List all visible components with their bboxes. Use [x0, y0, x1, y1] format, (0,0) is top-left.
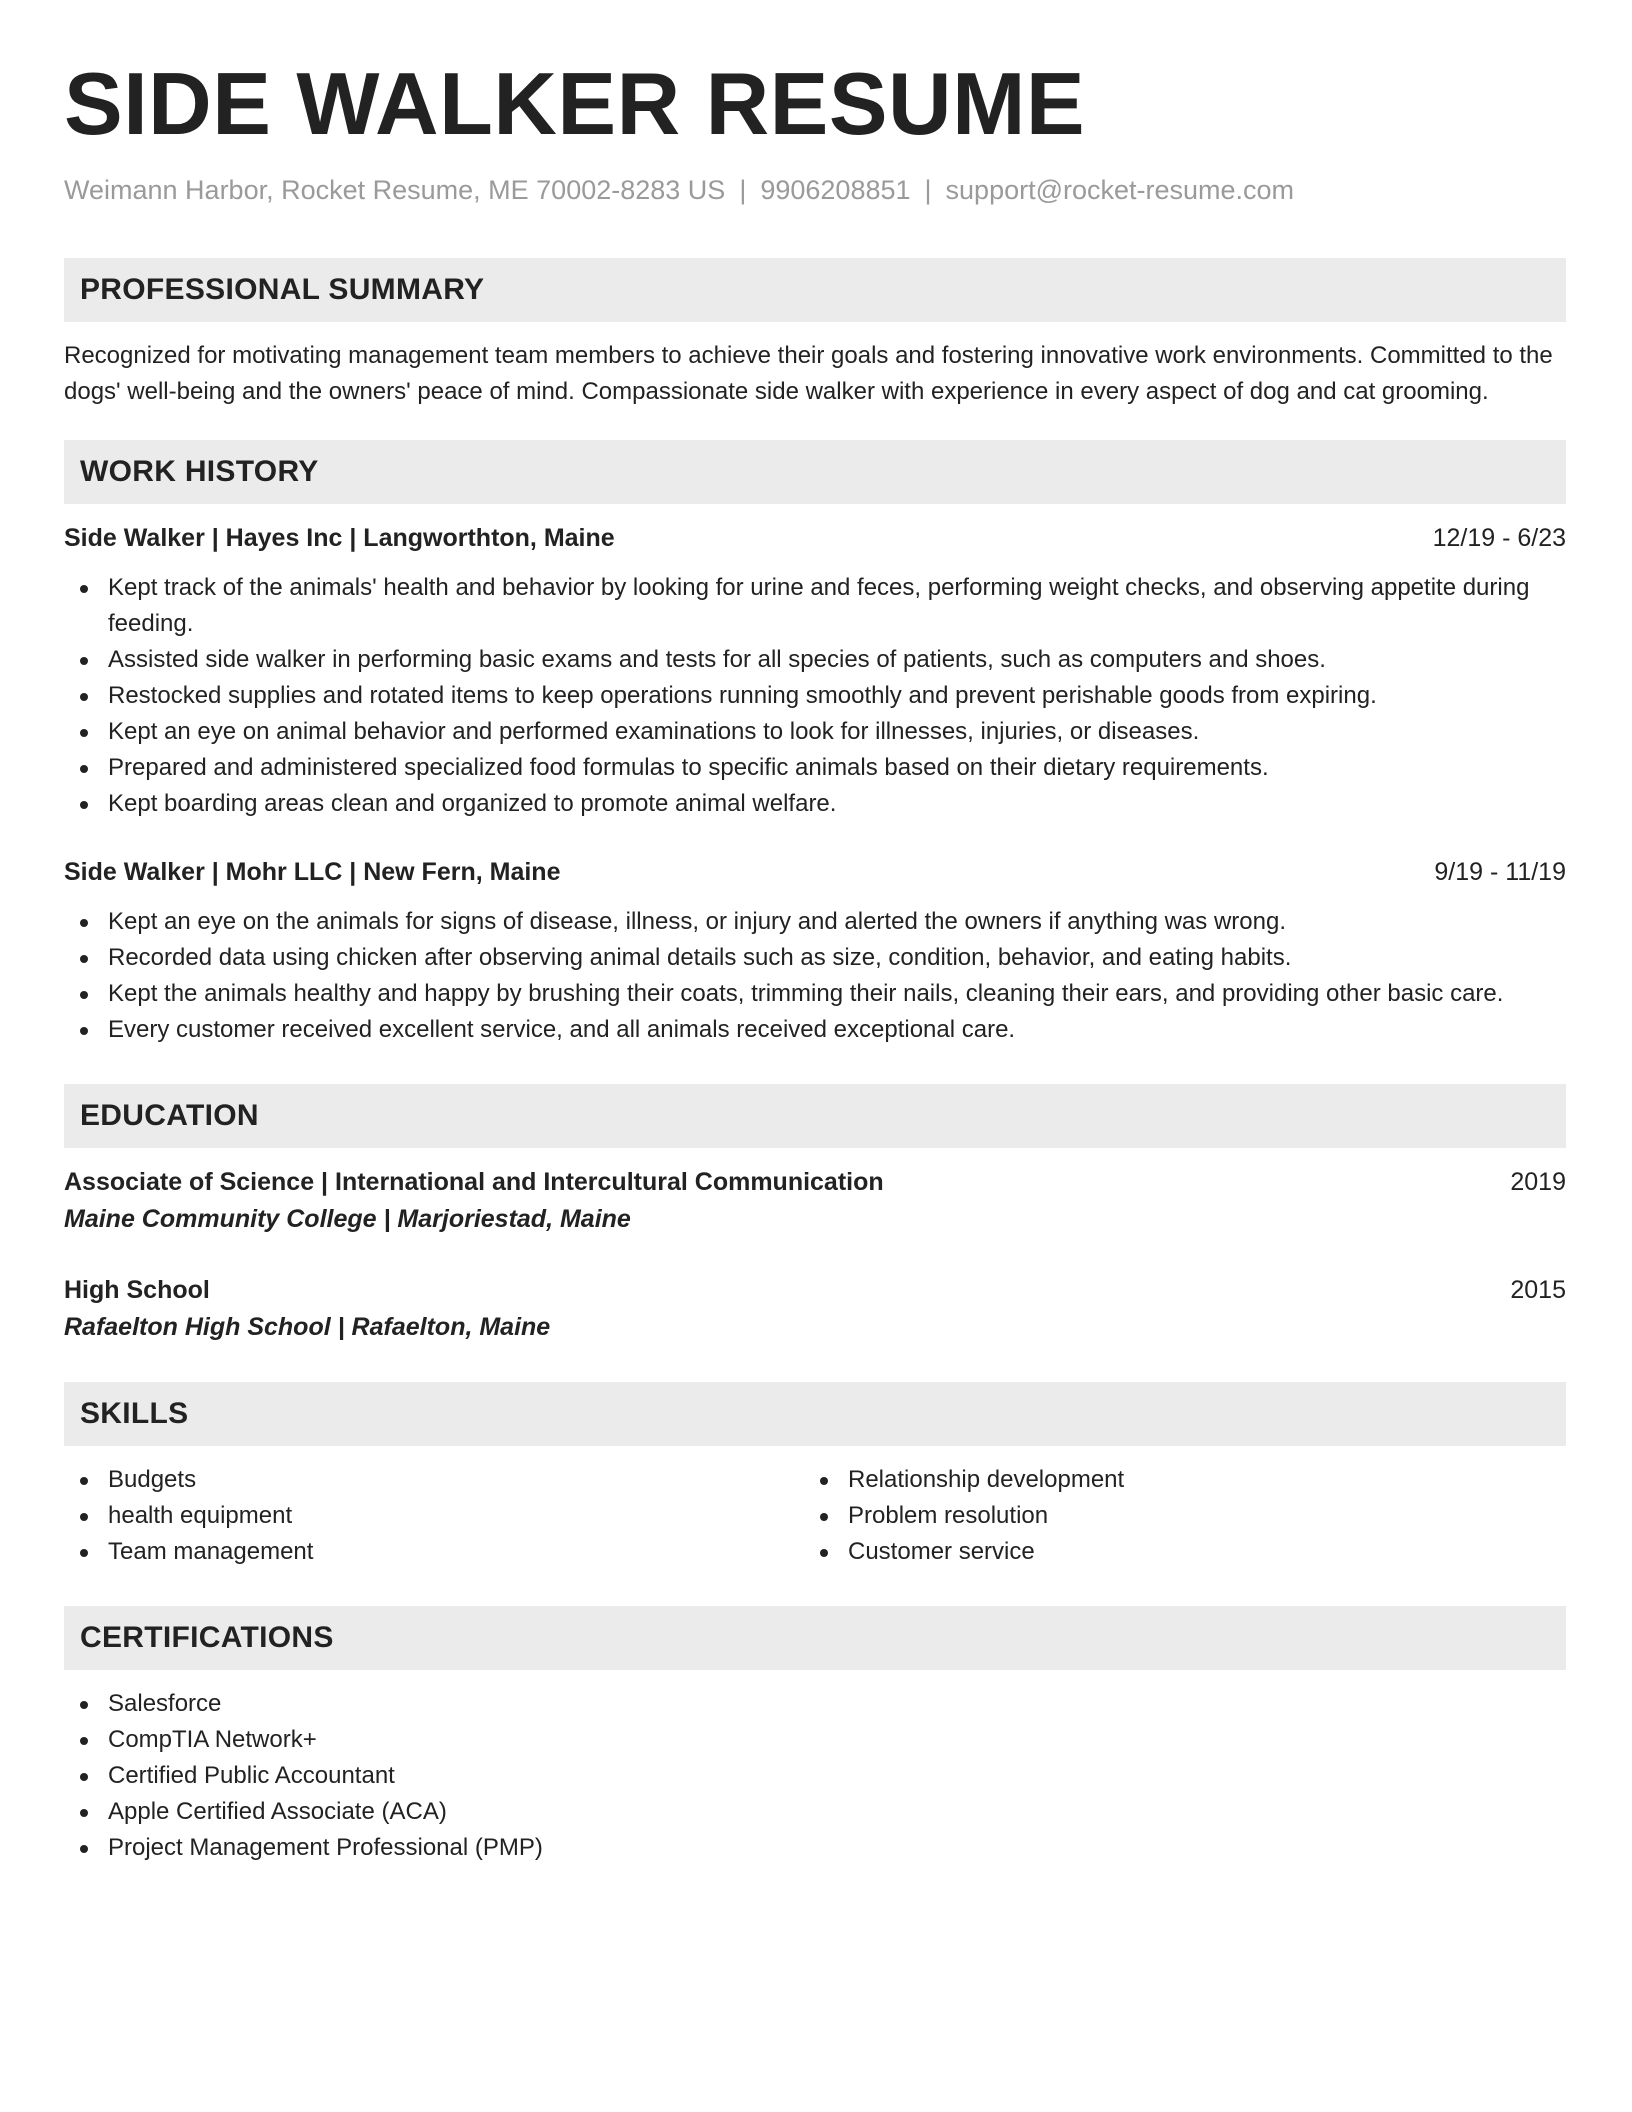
section-header-certifications: CERTIFICATIONS [64, 1606, 1566, 1670]
list-item: Team management [64, 1534, 804, 1570]
list-item: Kept an eye on animal behavior and performed examinations to look for illnesses, injuries, or diseases. [64, 714, 1566, 750]
section-header-education: EDUCATION [64, 1084, 1566, 1148]
job-entry [64, 854, 1566, 1048]
education-entry [64, 1164, 1566, 1238]
list-item: Kept track of the animals' health and behavior by looking for urine and feces, performing weight checks, and observing appetite during feeding. [64, 570, 1566, 642]
contact-address: Weimann Harbor, Rocket Resume, ME 70002-8283 US [64, 174, 726, 205]
education-year: 2015 [1510, 1275, 1566, 1304]
skills-list-left [64, 1462, 804, 1570]
education-school: Maine Community College | Marjoriestad, Maine [64, 1204, 631, 1233]
list-item: Prepared and administered specialized food formulas to specific animals based on their dietary requirements. [64, 750, 1566, 786]
resume-page [64, 56, 1566, 1866]
section-header-work-history: WORK HISTORY [64, 440, 1566, 504]
list-item: Certified Public Accountant [64, 1758, 1566, 1794]
contact-line [64, 173, 1566, 208]
job-dates: 12/19 - 6/23 [1432, 523, 1566, 552]
section-header-skills: SKILLS [64, 1382, 1566, 1446]
skills-list-right [804, 1462, 1544, 1570]
education-header [64, 1164, 1566, 1200]
list-item: health equipment [64, 1498, 804, 1534]
list-item: Recorded data using chicken after observing animal details such as size, condition, behavior, and eating habits. [64, 940, 1566, 976]
job-header [64, 854, 1566, 890]
skills-columns [64, 1462, 1566, 1570]
job-dates: 9/19 - 11/19 [1434, 857, 1566, 886]
education-degree: Associate of Science | International and Intercultural Communication [64, 1167, 884, 1196]
list-item: CompTIA Network+ [64, 1722, 1566, 1758]
list-item: Kept boarding areas clean and organized to promote animal welfare. [64, 786, 1566, 822]
contact-email: support@rocket-resume.com [945, 174, 1295, 205]
list-item: Restocked supplies and rotated items to keep operations running smoothly and prevent perishable goods from expiring. [64, 678, 1566, 714]
job-bullets [64, 904, 1566, 1048]
list-item: Budgets [64, 1462, 804, 1498]
list-item: Problem resolution [804, 1498, 1544, 1534]
job-title: Side Walker | Hayes Inc | Langworthton, Maine [64, 523, 615, 552]
education-school: Rafaelton High School | Rafaelton, Maine [64, 1312, 551, 1341]
education-year: 2019 [1510, 1167, 1566, 1196]
list-item: Every customer received excellent service, and all animals received exceptional care. [64, 1012, 1566, 1048]
education-entry [64, 1272, 1566, 1346]
education-degree: High School [64, 1275, 210, 1304]
list-item: Project Management Professional (PMP) [64, 1830, 1566, 1866]
job-entry [64, 520, 1566, 822]
list-item: Customer service [804, 1534, 1544, 1570]
resume-title: SIDE WALKER RESUME [64, 54, 1086, 153]
job-title: Side Walker | Mohr LLC | New Fern, Maine [64, 857, 561, 886]
section-header-summary: PROFESSIONAL SUMMARY [64, 258, 1566, 322]
certifications-list [64, 1686, 1566, 1866]
job-header [64, 520, 1566, 556]
contact-phone: 9906208851 [760, 174, 911, 205]
job-bullets [64, 570, 1566, 822]
list-item: Assisted side walker in performing basic exams and tests for all species of patients, such as computers and shoes. [64, 642, 1566, 678]
list-item: Relationship development [804, 1462, 1544, 1498]
education-header [64, 1272, 1566, 1308]
list-item: Salesforce [64, 1686, 1566, 1722]
list-item: Apple Certified Associate (ACA) [64, 1794, 1566, 1830]
list-item: Kept an eye on the animals for signs of disease, illness, or injury and alerted the owners if anything was wrong. [64, 904, 1566, 940]
list-item: Kept the animals healthy and happy by brushing their coats, trimming their nails, cleaning their ears, and providing other basic care. [64, 976, 1566, 1012]
summary-text: Recognized for motivating management team members to achieve their goals and fostering innovative work environments. Committed to the dogs' well-being and the owners' peace of mind. Compassionate side walker with experience in every aspect of dog and cat grooming. [64, 341, 1553, 405]
contact-separator: | [739, 174, 747, 205]
contact-separator: | [924, 174, 932, 205]
